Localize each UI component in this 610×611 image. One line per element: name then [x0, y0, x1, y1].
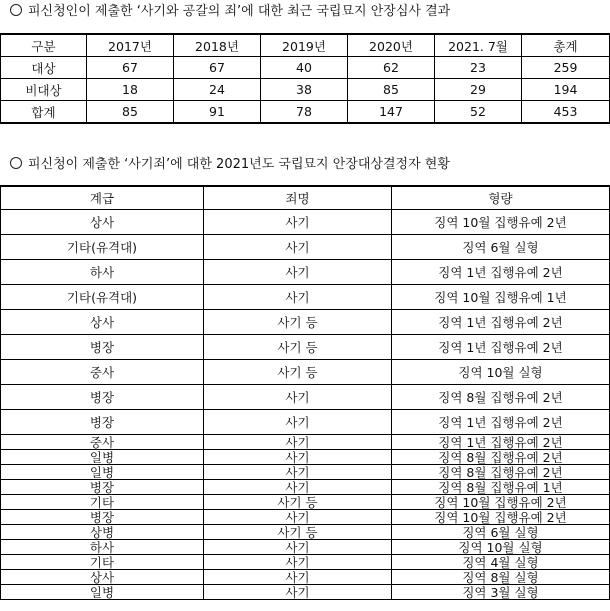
- header-cell: 2017년: [87, 34, 174, 57]
- table-cell: 징역 1년 집행유예 2년: [392, 260, 610, 285]
- header-cell: 총계: [522, 34, 610, 57]
- table-cell: 사기: [204, 210, 392, 235]
- table-cell: 147: [348, 101, 435, 124]
- table-cell: 사기: [204, 480, 392, 495]
- table-row: [1, 465, 610, 480]
- table-cell: 합계: [1, 101, 87, 124]
- table-cell: 징역 6월 실형: [392, 235, 610, 260]
- table-cell: 일병: [1, 585, 204, 600]
- header-cell: 2021. 7월: [435, 34, 522, 57]
- header-cell: 2020년: [348, 34, 435, 57]
- table-cell: 사기: [204, 465, 392, 480]
- table-row: [1, 79, 610, 101]
- table-cell: 병장: [1, 480, 204, 495]
- table-row: [1, 450, 610, 465]
- table-row: [1, 260, 610, 285]
- table-cell: 하사: [1, 260, 204, 285]
- table-cell: 대상: [1, 57, 87, 79]
- table-cell: 78: [261, 101, 348, 124]
- table-cell: 일병: [1, 450, 204, 465]
- circle-bullet-icon: [10, 4, 22, 16]
- table-cell: 징역 10월 집행유예 1년: [392, 285, 610, 310]
- table-row: [1, 285, 610, 310]
- table-cell: 사기: [204, 285, 392, 310]
- table-cell: 하사: [1, 540, 204, 555]
- table-cell: 일병: [1, 465, 204, 480]
- table-row: [1, 385, 610, 410]
- header-cell: 형량: [392, 186, 610, 210]
- table-cell: 징역 8월 집행유예 2년: [392, 385, 610, 410]
- table-cell: 징역 6월 실형: [392, 525, 610, 540]
- table-cell: 병장: [1, 335, 204, 360]
- table-cell: 사기: [204, 435, 392, 450]
- table-cell: 징역 10월 실형: [392, 540, 610, 555]
- table-row: [1, 570, 610, 585]
- table-cell: 사기 등: [204, 495, 392, 510]
- table-row: [1, 310, 610, 335]
- table-cell: 사기: [204, 585, 392, 600]
- table-header-row: [1, 186, 610, 210]
- table-cell: 사기: [204, 570, 392, 585]
- table-cell: 사기: [204, 510, 392, 525]
- table-cell: 징역 3월 실형: [392, 585, 610, 600]
- table-row: [1, 235, 610, 260]
- table-cell: 62: [348, 57, 435, 79]
- table-cell: 징역 1년 집행유예 2년: [392, 335, 610, 360]
- table-cell: 병장: [1, 410, 204, 435]
- table-row: [1, 335, 610, 360]
- table-cell: 병장: [1, 385, 204, 410]
- table-cell: 징역 8월 집행유예 1년: [392, 480, 610, 495]
- table-cell: 중사: [1, 435, 204, 450]
- section1-title: 피신청인이 제출한 ‘사기와 공갈의 죄’에 대한 최근 국립묘지 안장심사 결과: [28, 4, 451, 19]
- table-cell: 사기: [204, 450, 392, 465]
- table-row: [1, 410, 610, 435]
- table-row: [1, 585, 610, 600]
- table-cell: 사기: [204, 410, 392, 435]
- table-cell: 징역 1년 집행유예 2년: [392, 310, 610, 335]
- table-row: [1, 210, 610, 235]
- table-cell: 징역 8월 집행유예 2년: [392, 450, 610, 465]
- table-row: [1, 540, 610, 555]
- table-row: [1, 510, 610, 525]
- table-cell: 29: [435, 79, 522, 101]
- table-cell: 40: [261, 57, 348, 79]
- table-cell: 징역 4월 실형: [392, 555, 610, 570]
- table-cell: 상사: [1, 210, 204, 235]
- table-cell: 상사: [1, 570, 204, 585]
- table-cell: 비대상: [1, 79, 87, 101]
- table-cell: 징역 8월 집행유예 2년: [392, 465, 610, 480]
- table-cell: 징역 10월 집행유예 2년: [392, 210, 610, 235]
- review-results-table: [0, 33, 610, 124]
- table-cell: 기타(유격대): [1, 235, 204, 260]
- table-cell: 사기 등: [204, 360, 392, 385]
- table-cell: 38: [261, 79, 348, 101]
- table-cell: 중사: [1, 360, 204, 385]
- table-cell: 67: [87, 57, 174, 79]
- header-cell: 죄명: [204, 186, 392, 210]
- section1-heading: [10, 4, 450, 20]
- table-header-row: [1, 34, 610, 57]
- burial-decision-table: [0, 185, 610, 600]
- circle-bullet-icon: [10, 157, 22, 169]
- table-cell: 52: [435, 101, 522, 124]
- table-row: [1, 360, 610, 385]
- table-cell: 67: [174, 57, 261, 79]
- table-row: [1, 495, 610, 510]
- table-cell: 기타(유격대): [1, 285, 204, 310]
- table-cell: 징역 1년 집행유예 2년: [392, 435, 610, 450]
- section2-title: 피신청이 제출한 ‘사기죄’에 대한 2021년도 국립묘지 안장대상결정자 현황: [28, 157, 450, 172]
- table-cell: 사기: [204, 385, 392, 410]
- table-cell: 상병: [1, 525, 204, 540]
- header-cell: 2018년: [174, 34, 261, 57]
- table-row: [1, 480, 610, 495]
- table-cell: 사기: [204, 235, 392, 260]
- table-cell: 사기: [204, 260, 392, 285]
- table-cell: 징역 1년 집행유예 2년: [392, 410, 610, 435]
- header-cell: 구분: [1, 34, 87, 57]
- header-cell: 2019년: [261, 34, 348, 57]
- table-cell: 259: [522, 57, 610, 79]
- table-cell: 사기: [204, 540, 392, 555]
- table-row: [1, 555, 610, 570]
- table-cell: 징역 10월 실형: [392, 360, 610, 385]
- table-cell: 24: [174, 79, 261, 101]
- section2-heading: [10, 157, 450, 173]
- table-cell: 사기 등: [204, 335, 392, 360]
- header-cell: 계급: [1, 186, 204, 210]
- table-row: [1, 525, 610, 540]
- table-cell: 기타: [1, 495, 204, 510]
- table-cell: 453: [522, 101, 610, 124]
- table-cell: 194: [522, 79, 610, 101]
- table-body: [1, 210, 610, 600]
- table-cell: 18: [87, 79, 174, 101]
- table-row: [1, 57, 610, 79]
- table-cell: 사기 등: [204, 310, 392, 335]
- table-cell: 91: [174, 101, 261, 124]
- table-cell: 85: [87, 101, 174, 124]
- table-cell: 징역 8월 실형: [392, 570, 610, 585]
- table-cell: 23: [435, 57, 522, 79]
- table-cell: 징역 10월 집행유예 2년: [392, 510, 610, 525]
- table-cell: 85: [348, 79, 435, 101]
- table-cell: 사기: [204, 555, 392, 570]
- table-row: [1, 101, 610, 124]
- table-row: [1, 435, 610, 450]
- table-cell: 병장: [1, 510, 204, 525]
- table-cell: 징역 10월 집행유예 2년: [392, 495, 610, 510]
- table-cell: 사기 등: [204, 525, 392, 540]
- table-cell: 상사: [1, 310, 204, 335]
- table-cell: 기타: [1, 555, 204, 570]
